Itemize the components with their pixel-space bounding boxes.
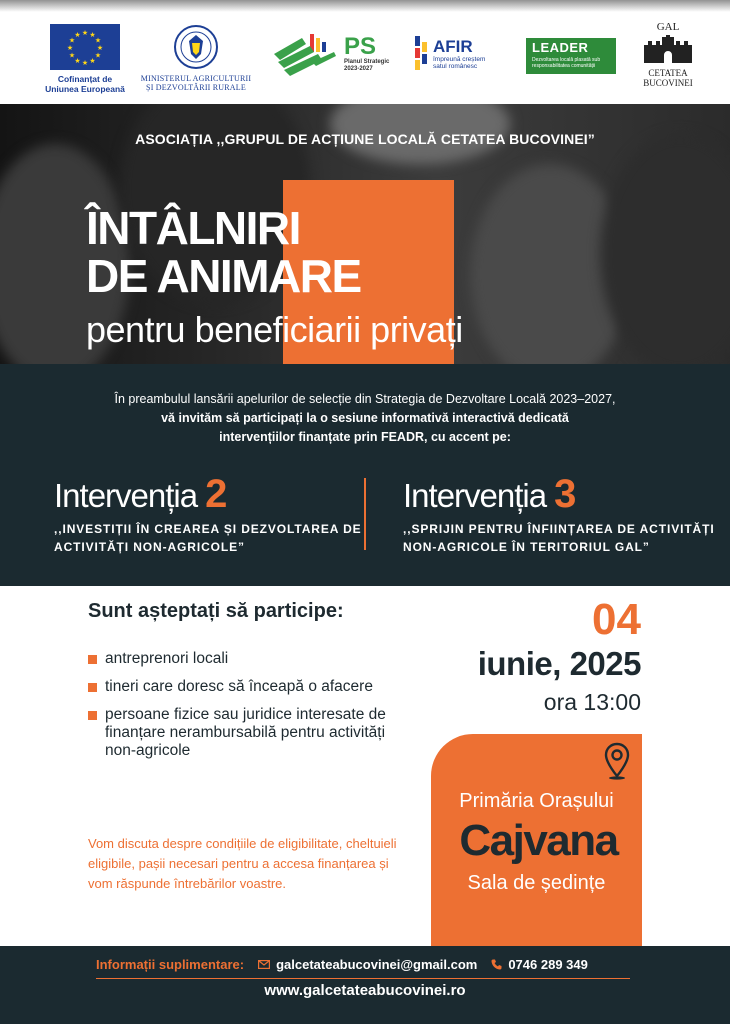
list-item: antreprenori locali: [88, 650, 388, 668]
website-link[interactable]: www.galcetateabucovinei.ro: [264, 982, 466, 999]
leader-logo: [526, 38, 616, 74]
ps-subtitle: Planul Strategic 2023-2027: [344, 59, 390, 72]
svg-text:★: ★: [94, 36, 102, 45]
svg-text:★: ★: [81, 59, 89, 67]
interventions-band: [0, 364, 730, 586]
madr-caption: MINISTERUL AGRICULTURII ȘI DEZVOLTĂRII RURALE: [140, 74, 252, 92]
contact-row: [96, 957, 588, 972]
hero-banner: [0, 104, 730, 364]
ps-strategic-plan-icon: [272, 32, 338, 76]
eu-flag-icon: [50, 24, 120, 70]
intro-text: În preambulul lansării apelurilor de selecție din Strategia de Dezvoltare Locală 2023–2027, vă invităm să participați la o sesiune informativă interactivă dedicată intervențiilor finanțate prin FEADR, cu accent pe:: [114, 392, 616, 444]
afir-wheat-icon: [413, 34, 429, 74]
mail-icon: [258, 960, 270, 969]
list-item: tineri care doresc să înceapă o afacere: [88, 678, 388, 696]
svg-text:★: ★: [74, 31, 81, 39]
event-subtitle: pentru beneficiarii privați: [86, 309, 463, 350]
intervention-number: 3: [554, 472, 577, 516]
email-link[interactable]: galcetateabucovinei@gmail.com: [258, 957, 477, 972]
svg-text:★: ★: [74, 57, 81, 65]
eu-caption: Cofinanțat de Uniunea Europeană: [45, 74, 125, 94]
afir-subtitle: împreună creștem satul românesc: [433, 56, 486, 70]
location-pin-icon: [604, 742, 630, 780]
intervention-description: ,,INVESTIȚII ÎN CREAREA ȘI DEZVOLTAREA DE ACTIVITĂȚI NON-AGRICOLE”: [54, 522, 362, 554]
svg-text:★: ★: [68, 51, 76, 60]
phone-icon: [491, 959, 502, 970]
footer-divider: [96, 978, 630, 979]
ps-title: PS: [344, 33, 377, 60]
event-day: 04: [592, 595, 641, 644]
intervention-number: 2: [205, 472, 228, 516]
venue-name: Primăria Orașului: [459, 790, 614, 812]
venue-room: Sala de ședințe: [467, 872, 606, 894]
afir-logo: [413, 34, 485, 74]
gal-bottom-label: CETATEA BUCOVINEI: [643, 68, 693, 88]
discussion-text: Vom discuta despre condițiile de eligibilitate, cheltuieli eligibile, pașii necesari pentru a accesa finanțarea și vom răspunde întrebărilor voastre.: [88, 836, 397, 891]
participants-list: [88, 650, 388, 770]
gal-top-label: GAL: [656, 21, 680, 33]
gal-logo: [636, 22, 700, 88]
intervention-label: Intervenția: [403, 477, 547, 514]
madr-emblem-icon: [173, 24, 219, 70]
eu-logo: [40, 24, 130, 94]
contact-label: Informații suplimentare:: [96, 957, 245, 972]
footer: [0, 946, 730, 1024]
venue-card: [431, 734, 642, 946]
afir-title: AFIR: [433, 37, 473, 56]
logo-bar: [0, 0, 730, 104]
vertical-divider: [364, 478, 366, 550]
svg-text:★: ★: [81, 29, 89, 37]
intervention-description: ,,SPRIJIN PENTRU ÎNFIINȚAREA DE ACTIVITĂȚI NON-AGRICOLE ÎN TERITORIUL GAL”: [403, 522, 715, 554]
organization-name: ASOCIAȚIA ,,GRUPUL DE ACȚIUNE LOCALĂ CETATEA BUCOVINEI”: [135, 131, 595, 147]
svg-text:★: ★: [89, 57, 96, 65]
background-photo-shape: [600, 134, 730, 364]
event-title: ÎNTÂLNIRI DE ANIMARE: [86, 202, 361, 302]
intervention-label: Intervenția: [54, 477, 198, 514]
castle-icon: [642, 33, 694, 63]
intervention-3: [403, 472, 715, 556]
madr-logo: [138, 24, 254, 92]
svg-text:★: ★: [94, 51, 102, 60]
svg-text:★: ★: [68, 36, 76, 45]
phone-link[interactable]: 0746 289 349: [491, 957, 588, 972]
svg-text:★: ★: [96, 44, 104, 52]
leader-title: LEADER: [532, 40, 589, 55]
ps-logo: [272, 32, 389, 76]
svg-text:★: ★: [66, 44, 74, 52]
event-month-year: iunie, 2025: [477, 645, 641, 682]
leader-subtitle: Dezvoltarea locală plasată sub responsabilitatea comunității: [532, 57, 601, 69]
venue-city: Cajvana: [459, 816, 618, 865]
participants-title: Sunt așteptați să participe:: [88, 600, 344, 622]
event-time: ora 13:00: [543, 689, 641, 715]
list-item: persoane fizice sau juridice interesate de finanțare nerambursabilă pentru activități non-agricole: [88, 706, 388, 760]
intervention-2: [54, 472, 362, 556]
svg-text:★: ★: [89, 31, 96, 39]
